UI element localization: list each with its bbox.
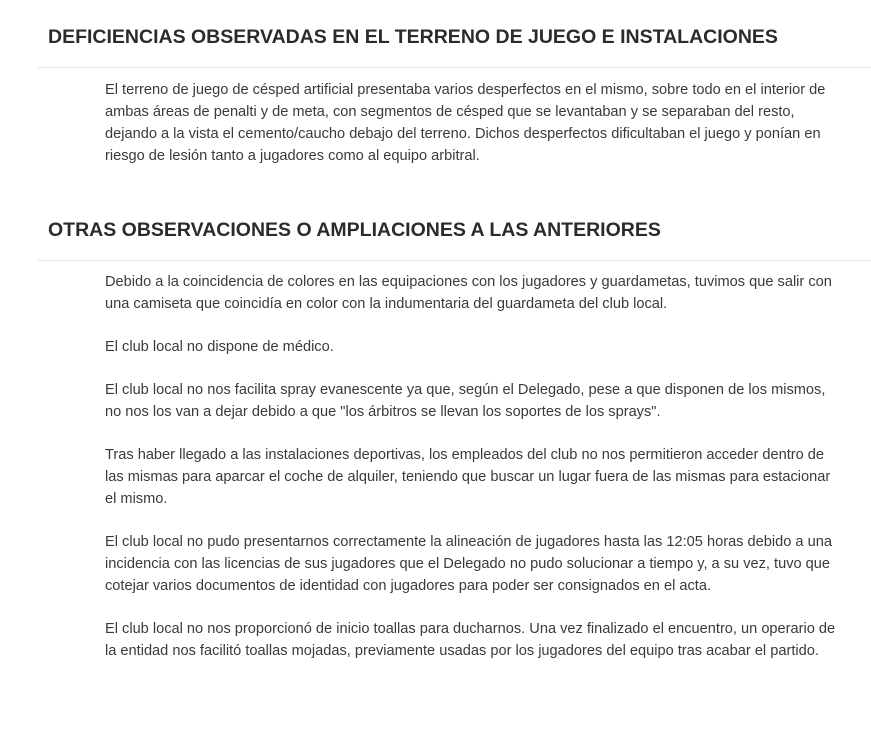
paragraph: Debido a la coincidencia de colores en las equipaciones con los jugadores y guardametas, tuvimos que salir con una camiseta que coincidía en color con la indumentaria del guardameta del club local.: [105, 274, 832, 312]
paragraph: El club local no nos facilita spray evanescente ya que, según el Delegado, pese a que disponen de los mismos, no nos los van a dejar debido a que "los árbitros se llevan los soportes de los sprays".: [105, 382, 826, 420]
paragraph: El club local no dispone de médico.: [105, 339, 334, 355]
paragraph: Tras haber llegado a las instalaciones deportivas, los empleados del club no nos permitieron acceder dentro de las mismas para aparcar el coche de alquiler, teniendo que buscar un lugar fuera de las mismas para estacionar el mismo.: [105, 447, 831, 507]
section-divider: [38, 260, 871, 261]
section-body-deficiencias: [105, 79, 840, 188]
paragraph: El club local no pudo presentarnos correctamente la alineación de jugadores hasta las 12:05 horas debido a una incidencia con las licencias de sus jugadores que el Delegado no pudo solucionar a tiempo y, a su vez, tuvo que cotejar varios documentos de identidad con jugadores para poder ser consignados en el acta.: [105, 534, 832, 594]
section-title-deficiencias: DEFICIENCIAS OBSERVADAS EN EL TERRENO DE JUEGO E INSTALACIONES: [48, 26, 778, 48]
section-title-otras-observaciones: OTRAS OBSERVACIONES O AMPLIACIONES A LAS ANTERIORES: [48, 219, 661, 241]
section-divider: [38, 67, 871, 68]
paragraph: El terreno de juego de césped artificial presentaba varios desperfectos en el mismo, sobre todo en el interior de ambas áreas de penalti y de meta, con segmentos de césped que se levantaban y se separaban del resto, dejando a la vista el cemento/caucho debajo del terreno. Dichos desperfectos dificultaban el juego y ponían en riesgo de lesión tanto a jugadores como al equipo arbitral.: [105, 82, 826, 164]
paragraph: El club local no nos proporcionó de inicio toallas para ducharnos. Una vez finalizado el encuentro, un operario de la entidad nos facilitó toallas mojadas, previamente usadas por los jugadores del equipo tras acabar el partido.: [105, 621, 836, 659]
section-body-otras-observaciones: [105, 271, 840, 683]
